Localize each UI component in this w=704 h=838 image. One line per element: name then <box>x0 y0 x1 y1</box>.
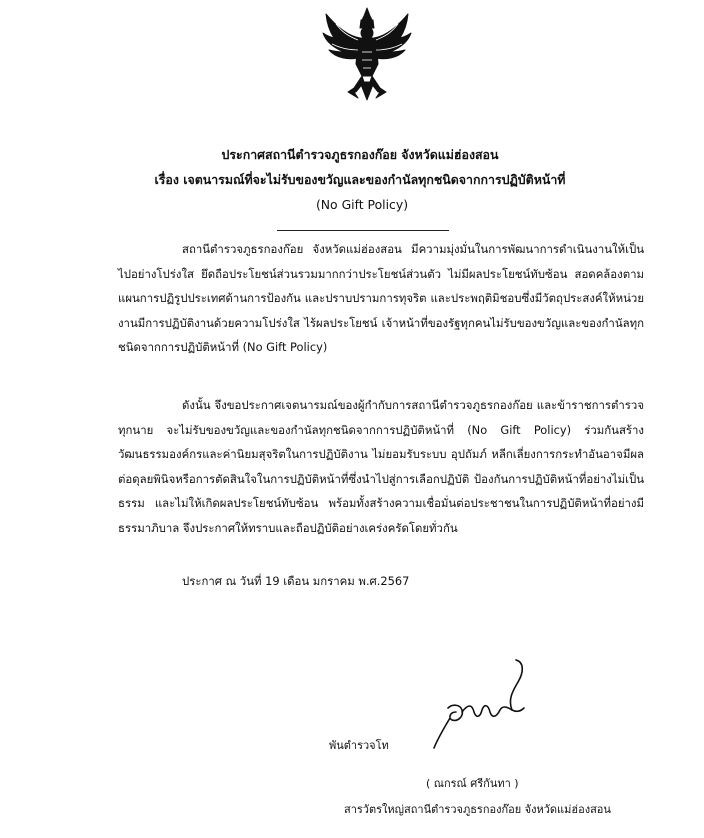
title-divider <box>277 230 449 231</box>
garuda-emblem-icon <box>318 6 416 102</box>
signer-position: สารวัตรใหญ่สถานีตำรวจภูธรกองก๊อย จังหวัดแม่ฮ่องสอน <box>344 803 611 816</box>
announcement-date: ประกาศ ณ วันที่ 19 เดือน มกราคม พ.ศ.2567 <box>182 574 410 588</box>
handwritten-signature-icon <box>420 652 540 756</box>
signer-rank: พันตำรวจโท <box>329 739 389 752</box>
announcement-subject: เรื่อง เจตนารมณ์ที่จะไม่รับของขวัญและของกำนัลทุกชนิดจากการปฏิบัติหน้าที่ <box>154 172 566 187</box>
signer-name: ( ณกรณ์ ศรีกันทา ) <box>426 777 519 790</box>
announcement-title: ประกาศสถานีตำรวจภูธรกองก๊อย จังหวัดแม่ฮ่องสอน <box>221 147 499 162</box>
policy-name: (No Gift Policy) <box>315 197 409 212</box>
body-paragraph-1: สถานีตำรวจภูธรกองก๊อย จังหวัดแม่ฮ่องสอน มีความมุ่งมั่นในการพัฒนาการดำเนินงานให้เป็นไปอย่างโปร่งใส ยึดถือประโยชน์ส่วนรวมมากกว่าประโยชน์ส่วนตัว ไม่มีผลประโยชน์ทับซ้อน สอดคล้องตามแผนการปฏิรูปประเทศด้านการป้องกัน และปราบปรามการทุจริต และประพฤติมิชอบซึ่งมีวัตถุประสงค์ให้หน่วยงานมีการปฏิบัติงานด้วยความโปร่งใส ไร้ผลประโยชน์ เจ้าหน้าที่ของรัฐทุกคนไม่รับของขวัญและของกำนัลทุกชนิดจากการปฏิบัติหน้าที่ (No Gift Policy) <box>118 242 644 355</box>
body-paragraph-2: ดังนั้น จึงขอประกาศเจตนารมณ์ของผู้กำกับการสถานีตำรวจภูธรกองก๊อย และข้าราชการตำรวจทุกนาย จะไม่รับของขวัญและของกำนัลทุกชนิดจากการปฏิบัติหน้าที่ (No Gift Policy) ร่วมกันสร้างวัฒนธรรมองค์กรและค่านิยมสุจริตในการปฏิบัติงาน ไม่ยอมรับระบบ อุปถัมภ์ หลีกเลี่ยงการกระทำอันอาจมีผลต่อดุลยพินิจหรือการตัดสินใจในการปฏิบัติหน้าที่ซึ่งนำไปสู่การเลือกปฏิบัติ ป้องกันการปฏิบัติหน้าที่อย่างไม่เป็นธรรม และไม่ให้เกิดผลประโยชน์ทับซ้อน พร้อมทั้งสร้างความเชื่อมั่นต่อประชาชนในการปฏิบัติหน้าที่อย่างมีธรรมาภิบาล จึงประกาศให้ทราบและถือปฏิบัติอย่างเคร่งครัดโดยทั่วกัน <box>118 398 644 535</box>
